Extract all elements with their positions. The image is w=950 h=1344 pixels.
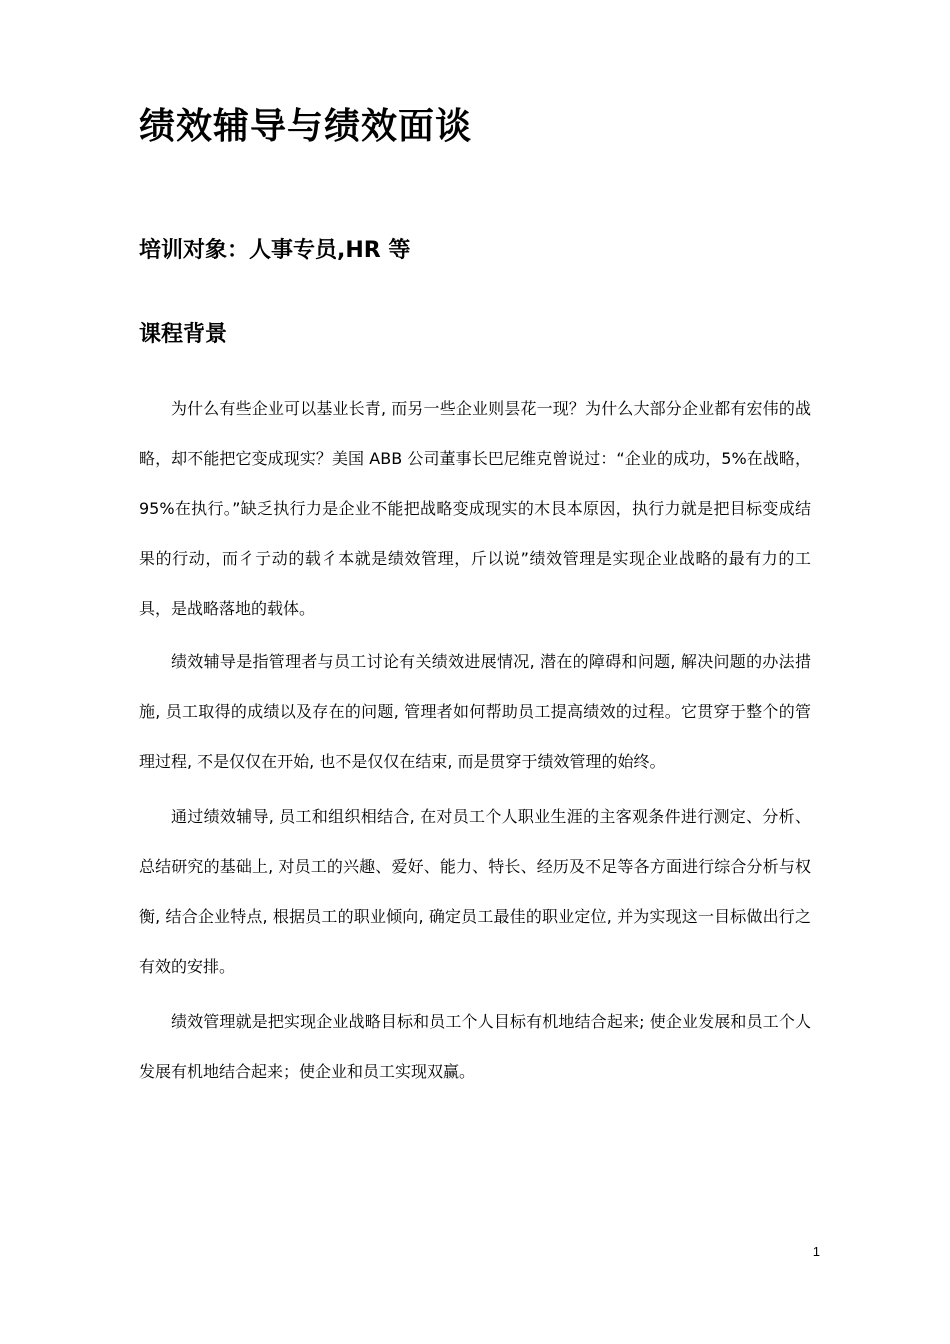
section-heading: 课程背景 xyxy=(139,322,228,347)
paragraph: 通过绩效辅导, 员工和组织相结合, 在对员工个人职业生涯的主客观条件进行测定、分析、总结研究的基础上, 对员工的兴趣、爱好、能力、特长、经历及不足等各方面进行综合分析与权衡, 结合企业特点, 根据员工的职业倾向, 确定员工最佳的职业定位, 并为实现这一目标做出行之有效的安排。 xyxy=(139,807,811,976)
paragraph: 绩效管理就是把实现企业战略目标和员工个人目标有机地结合起来; 使企业发展和员工个人发展有机地结合起来；使企业和员工实现双赢。 xyxy=(139,1012,811,1081)
document-title: 绩效辅导与绩效面谈 xyxy=(139,106,473,147)
paragraph: 为什么有些企业可以基业长青, 而另一些企业则昙花一现？为什么大部分企业都有宏伟的战略，却不能把它变成现实？美国 ABB 公司董事长巴尼维克曾说过：“企业的成功，5%在战略，95%在执行。”缺乏执行力是企业不能把战略变成现实的木艮本原因，执行力就是把目标变成结果的行动，而彳亍动的载彳本就是绩效管理，斤以说”绩效管理是实现企业战略的最有力的工具，是战略落地的载体。 xyxy=(139,399,811,618)
page-number: 1 xyxy=(812,1244,820,1259)
training-audience: 培训对象：人事专员,HR 等 xyxy=(139,238,411,263)
paragraph: 绩效辅导是指管理者与员工讨论有关绩效进展情况, 潜在的障碍和问题, 解决问题的办法措施, 员工取得的成绩以及存在的问题, 管理者如何帮助员工提高绩效的过程。它贯穿于整个的管理过程, 不是仅仅在开始, 也不是仅仅在结束, 而是贯穿于绩效管理的始终。 xyxy=(139,652,811,771)
